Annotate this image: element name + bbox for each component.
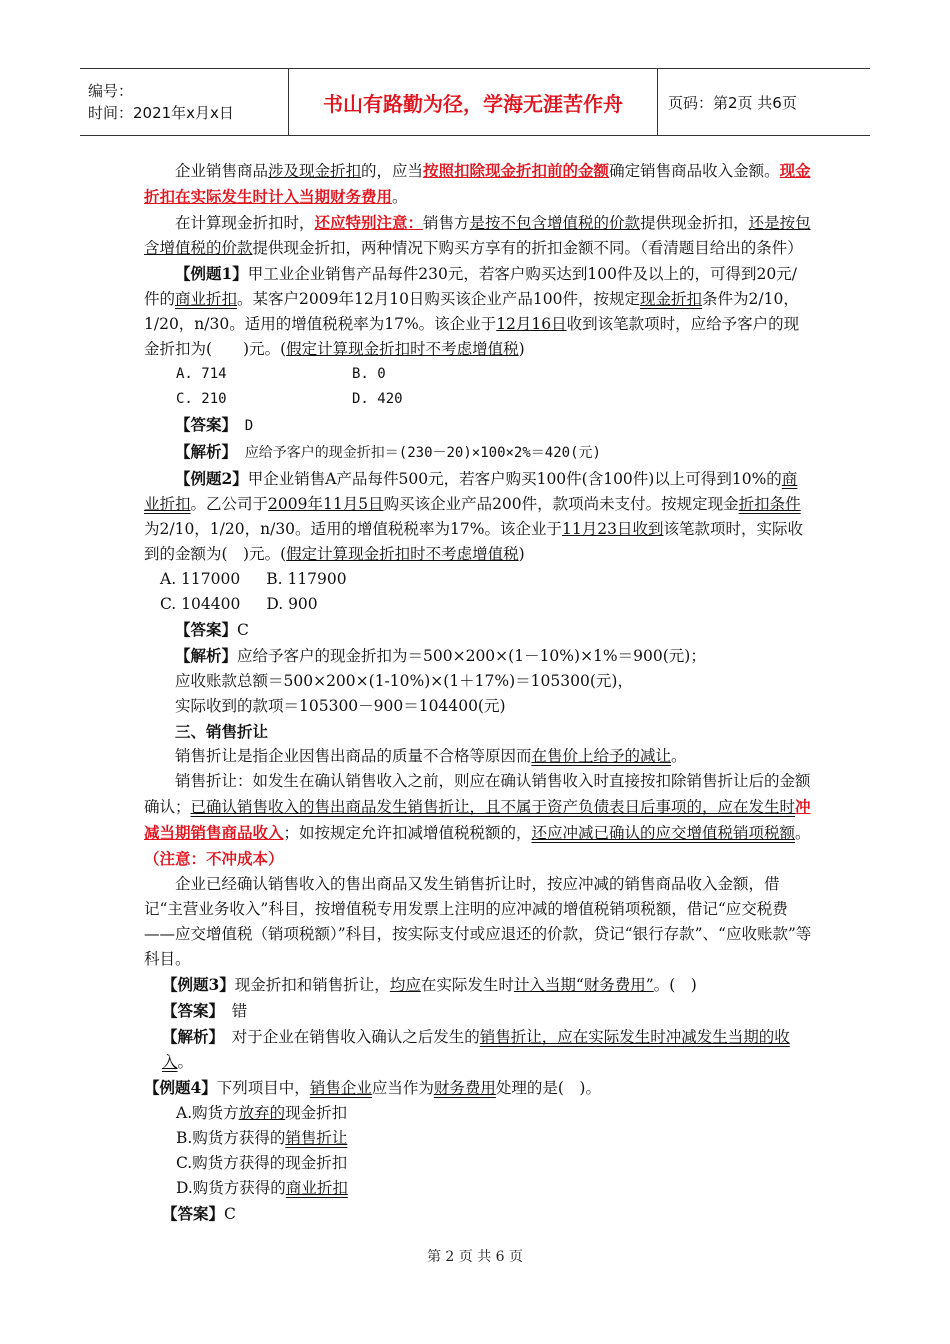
text: 销售折让是指企业因售出商品的质量不合格等原因而 [175, 747, 532, 765]
example-4-option-a [144, 1101, 812, 1126]
text: ) [518, 545, 525, 563]
example-2-options-row-1 [144, 567, 812, 592]
text: 应当作为 [371, 1079, 434, 1097]
underlined-text: 还应冲减已确认的应交增值税销项税额 [531, 824, 796, 842]
example-1-options-row-1 [144, 362, 812, 387]
example-label: 【例题4】 [144, 1078, 217, 1097]
underlined-text: 均应 [389, 976, 421, 994]
option-b: B. 117900 [266, 570, 347, 588]
answer-value: C [224, 1205, 236, 1223]
section-3-title: 三、销售折让 [175, 722, 269, 741]
page-footer [0, 1246, 950, 1266]
example-1-question [144, 261, 812, 362]
paragraph-cash-discount [144, 158, 812, 210]
underlined-text: 销售企业 [309, 1079, 372, 1097]
text: 现金折扣和销售折让， [234, 976, 390, 994]
example-1-options-row-2 [144, 387, 812, 412]
text: 。 [671, 747, 687, 765]
example-4-question [144, 1075, 812, 1101]
text: ；如按规定允许扣减增值税税额的， [283, 824, 532, 842]
example-3-analysis [144, 1024, 812, 1075]
text: B.购货方获得的 [176, 1129, 286, 1147]
underlined-text: 商业折扣 [285, 1179, 348, 1197]
example-label: 【例题3】 [162, 975, 235, 994]
underlined-text: 折扣条件 [738, 495, 801, 513]
doc-date-label: 时间：2021年x月x日 [88, 104, 234, 122]
paragraph-vat-note [144, 210, 812, 261]
underlined-text: 12月16日 [496, 315, 567, 333]
option-b: B. 0 [352, 366, 386, 382]
example-2-answer [144, 617, 812, 643]
text: 销售方 [423, 214, 470, 232]
section-3-journal-entry: 企业已经确认销售收入的售出商品又发生销售折让时，按应冲减的销售商品收入金额，借记“主营业务收入”科目，按增值税专用发票上注明的应冲减的增值税销项税额，借记“应交税费——应交增值税（销项税额）”科目，按实际支付或应退还的价款，贷记“银行存款”、“应收账款”等科目。 [144, 875, 812, 968]
page-number-label: 页码：第2页 共6页 [668, 93, 797, 112]
underlined-text: 销售折让，应在实际发生时冲减发生当期的收入 [162, 1028, 790, 1071]
analysis-text: 应收账款总额＝500×200×(1-10%)×(1＋17%)＝105300(元)， [175, 672, 633, 690]
underlined-text: 已确认销售收入的售出商品发生销售折让，且不属于资产负债表日后事项的，应在发生时 [190, 798, 796, 816]
text: 。( ) [653, 976, 697, 994]
option-d: D. 900 [266, 595, 318, 613]
section-3-treatment [144, 769, 812, 872]
text: 。 [177, 1053, 194, 1071]
text: 。乙公司于 [190, 495, 269, 513]
answer-label: 【答案】 [162, 1001, 217, 1020]
example-1-analysis [144, 439, 812, 466]
example-2-question [144, 466, 812, 567]
option-c: C. 104400 [160, 595, 241, 613]
underlined-text: 假定计算现金折扣时不考虑增值税 [286, 545, 519, 563]
answer-value: 错 [231, 1002, 248, 1020]
analysis-text: 应给予客户的现金折扣＝(230－20)×100×2%＝420(元) [244, 445, 601, 461]
text: 的，应当 [361, 162, 424, 180]
header-motto [289, 69, 658, 135]
example-4-option-c: C.购货方获得的现金折扣 [176, 1154, 348, 1172]
underlined-text: 是按不包含增值税的价款 [469, 214, 641, 232]
underlined-text: 计入当期“财务费用” [513, 976, 654, 994]
section-3-definition [144, 744, 812, 769]
underlined-text: 2009年11月5日 [268, 495, 384, 513]
answer-label: 【答案】 [175, 620, 238, 639]
underlined-text: 涉及现金折扣 [268, 162, 362, 180]
highlight-text: 按照扣除现金折扣前的金额 [423, 161, 610, 180]
highlight-text: （注意：不冲成本） [144, 849, 284, 868]
text: D.购货方获得的 [176, 1179, 286, 1197]
text: 确定销售商品收入金额。 [609, 162, 780, 180]
text: 销售折让：如发生在确认销售收入之前，则应在确认销售收入时直接按扣除销售折让后的金额确认； [144, 772, 811, 816]
example-4-option-b [144, 1126, 812, 1151]
example-2-analysis-line-3 [144, 694, 812, 719]
text: 购买该企业产品200件，款项尚未支付。按规定现金 [383, 495, 739, 513]
underlined-text: 11月23日收到 [562, 520, 664, 538]
answer-value: D [244, 418, 254, 434]
underlined-text: 现金折扣 [640, 290, 703, 308]
text: 。某客户2009年12月10日购买该企业产品100件，按规定 [237, 290, 641, 308]
underlined-text: 商业折扣 [175, 290, 238, 308]
example-4-answer [144, 1201, 812, 1227]
text: 。 [392, 188, 408, 206]
text: A.购货方 [176, 1104, 239, 1122]
example-2-options-row-2 [144, 592, 812, 617]
header-page-number [658, 69, 870, 135]
page-header [80, 68, 870, 136]
text: 为2/10，1/20，n/30。适用的增值税税率为17%。该企业于 [144, 520, 562, 538]
text: 甲企业销售A产品每件500元，若客户购买100件(含100件)以上可得到10%的 [247, 470, 782, 488]
example-3-answer [144, 998, 812, 1024]
example-2-analysis [144, 643, 812, 669]
underlined-text: 还是按包含增值税的价款 [144, 214, 811, 257]
answer-label: 【答案】 [162, 1204, 225, 1223]
document-body [144, 158, 812, 1227]
analysis-label: 【解析】 [162, 1027, 217, 1046]
example-4-option-d [144, 1176, 812, 1201]
underlined-text: 销售折让 [285, 1129, 348, 1147]
text: 提供现金折扣， [640, 214, 749, 232]
analysis-text: 应给予客户的现金折扣为＝500×200×(1－10%)×1%＝900(元)； [237, 647, 706, 665]
motto-text: 书山有路勤为径，学海无涯苦作舟 [323, 91, 623, 116]
text: 在计算现金折扣时， [175, 214, 315, 232]
example-2-analysis-line-2 [144, 669, 812, 694]
answer-label: 【答案】 [175, 415, 230, 434]
highlight-text: 还应特别注意： [314, 213, 424, 232]
analysis-text: 实际收到的款项＝105300－900＝104400(元) [175, 697, 506, 715]
header-meta [80, 69, 289, 135]
underlined-text: 财务费用 [433, 1079, 496, 1097]
text: 条件为2/10，1/20，n/30。适用的增值税税率为17%。该企业于 [144, 290, 799, 333]
answer-value: C [237, 621, 249, 639]
option-a: A. 714 [176, 366, 227, 382]
text: 该笔款项时，实际收到的金额为( )元。( [144, 520, 803, 563]
highlight-text: 冲减当期销售商品收入 [144, 797, 811, 842]
text: 对于企业在销售收入确认之后发生的 [231, 1028, 480, 1046]
option-c: C. 210 [176, 391, 227, 407]
text: 在实际发生时 [420, 976, 514, 994]
highlight-text: 现金折扣在实际发生时计入当期财务费用 [144, 161, 811, 206]
option-d: D. 420 [352, 391, 403, 407]
text: 收到该笔款项时，应给予客户的现金折扣为( )元。( [144, 315, 800, 358]
text: 下列项目中， [216, 1079, 310, 1097]
text: 。 [795, 824, 811, 842]
doc-code-label: 编号： [88, 82, 134, 100]
underlined-text: 商业折扣 [144, 470, 798, 513]
text: 提供现金折扣，两种情况下购买方享有的折扣金额不同。（看清题目给出的条件） [252, 239, 803, 257]
text: ) [518, 340, 525, 358]
text: 企业销售商品 [175, 162, 269, 180]
example-3-question [144, 972, 812, 998]
footer-page-number: 第 2 页 共 6 页 [426, 1249, 524, 1265]
underlined-text: 假定计算现金折扣时不考虑增值税 [286, 340, 519, 358]
example-label: 【例题1】 [175, 264, 248, 283]
text: 甲工业企业销售产品每件230元，若客户购买达到100件及以上的，可得到20元/件的 [144, 265, 797, 308]
underlined-text: 放弃的 [238, 1104, 286, 1122]
text: 处理的是( )。 [495, 1079, 601, 1097]
example-1-answer [144, 412, 812, 439]
example-label: 【例题2】 [175, 469, 248, 488]
analysis-label: 【解析】 [175, 442, 230, 461]
option-a: A. 117000 [160, 570, 241, 588]
text: 现金折扣 [285, 1104, 348, 1122]
underlined-text: 在售价上给予的减让 [531, 747, 672, 765]
analysis-label: 【解析】 [175, 646, 238, 665]
